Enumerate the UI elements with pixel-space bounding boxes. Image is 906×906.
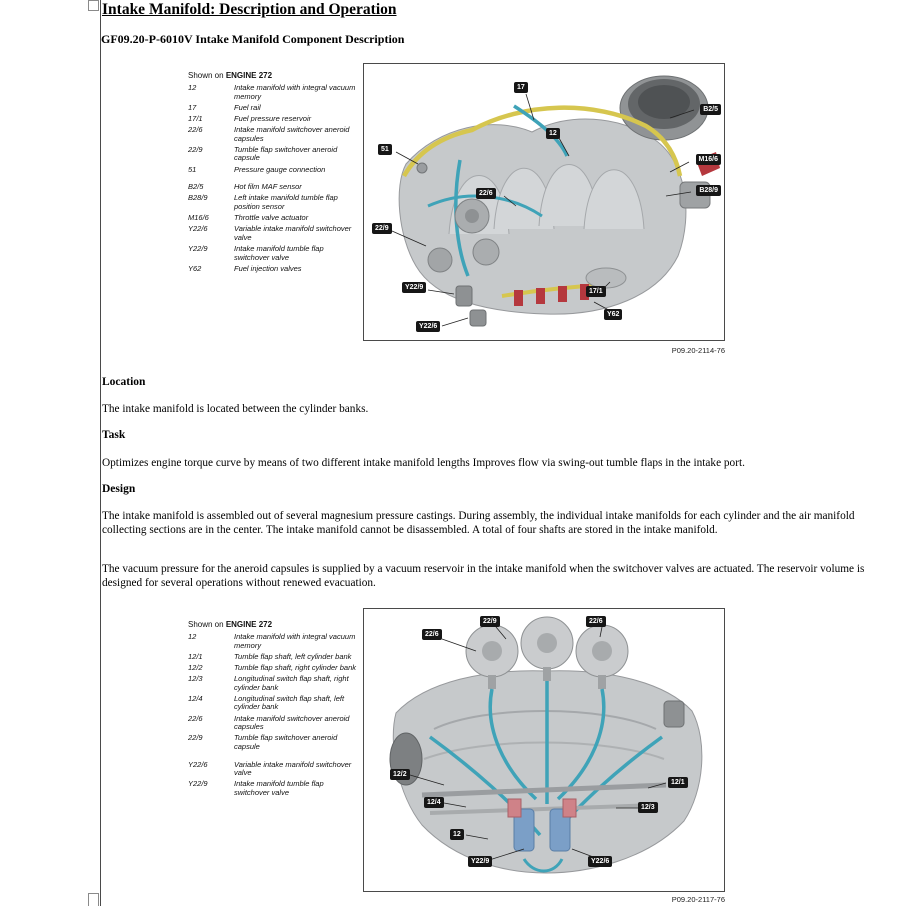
legend-desc: Fuel pressure reservoir xyxy=(234,113,312,123)
page-title: Intake Manifold: Description and Operation xyxy=(102,1,397,18)
legend-code: 51 xyxy=(188,164,197,174)
paragraph-location: The intake manifold is located between the cylinder banks. xyxy=(102,403,369,415)
section-heading-task: Task xyxy=(102,429,126,441)
legend-heading-engine: ENGINE 272 xyxy=(225,71,273,80)
page-margin-marker-top xyxy=(88,0,99,11)
legend-row xyxy=(188,780,358,797)
figure-2-legend xyxy=(188,620,358,800)
legend-code: 12/4 xyxy=(188,693,203,703)
figure-2 xyxy=(102,608,890,906)
callout-chip-12: 12 xyxy=(546,128,560,139)
callout-chip-12-1: 12/1 xyxy=(668,777,688,788)
legend-code: 22/6 xyxy=(188,713,203,723)
callout-chip-17: 17 xyxy=(514,82,528,93)
callout-chip-b28-9: B28/9 xyxy=(696,185,721,196)
legend-row xyxy=(188,166,358,175)
callout-chip-y22-6: Y22/6 xyxy=(416,321,440,332)
legend-heading-engine: ENGINE 272 xyxy=(225,620,273,629)
legend-row xyxy=(188,265,358,274)
intake-manifold-diagram-front-view xyxy=(364,609,724,891)
legend-desc: Tumble flap shaft, left cylinder bank xyxy=(234,651,352,661)
intake-manifold-diagram-top-view xyxy=(364,64,724,340)
legend-row xyxy=(188,183,358,192)
legend-desc: Fuel injection valves xyxy=(234,263,302,273)
callout-chip-22-6: 22/6 xyxy=(476,188,496,199)
legend-row xyxy=(188,126,358,143)
legend-desc: Intake manifold with integral vacuum memory xyxy=(234,83,356,101)
legend-heading-prefix: Shown on xyxy=(188,620,226,629)
legend-desc: Left intake manifold tumble flap position sensor xyxy=(234,193,338,211)
legend-code: 12/3 xyxy=(188,674,203,683)
callout-chip-12-2: 12/2 xyxy=(390,769,410,780)
legend-row xyxy=(188,225,358,242)
legend-code: 12 xyxy=(188,632,197,641)
callout-chip-y22-6: Y22/6 xyxy=(588,856,612,867)
legend-row xyxy=(188,115,358,124)
legend-desc: Fuel rail xyxy=(234,102,261,112)
legend-row xyxy=(188,761,358,778)
legend-heading xyxy=(188,620,358,629)
legend-row xyxy=(188,715,358,732)
legend-row xyxy=(188,653,358,662)
legend-desc: Variable intake manifold switchover valve xyxy=(234,759,352,778)
legend-row xyxy=(188,84,358,101)
paragraph-design-1: The intake manifold is assembled out of several magnesium pressure castings. During assembly, the individual intake manifolds for each cylinder and the air manifold collecting sections are in the center. The intake manifold cannot be disassembled. A total of four shafts are stored in the intake manifold. xyxy=(102,510,855,536)
legend-desc: Hot film MAF sensor xyxy=(234,182,302,192)
legend-desc: Tumble flap switchover aneroid capsule xyxy=(234,733,338,751)
legend-row xyxy=(188,675,358,692)
figure-2-image xyxy=(363,608,725,892)
paragraph-task: Optimizes engine torque curve by means of two different intake manifold lengths Improves flow via swing-out tumble flaps in the intake port. xyxy=(102,457,745,469)
callout-chip-y62: Y62 xyxy=(604,309,622,320)
figure-1-image xyxy=(363,63,725,341)
legend-row xyxy=(188,146,358,163)
legend-heading-prefix: Shown on xyxy=(188,71,226,80)
callout-chip-y22-9: Y22/9 xyxy=(468,856,492,867)
figure-1 xyxy=(102,63,890,363)
callout-chip-22-9: 22/9 xyxy=(372,223,392,234)
callout-chip-12-3: 12/3 xyxy=(638,802,658,813)
callout-chip-12: 12 xyxy=(450,829,464,840)
legend-desc: Tumble flap shaft, right cylinder bank xyxy=(234,662,357,672)
legend-desc: Intake manifold tumble flap switchover valve xyxy=(234,243,324,262)
legend-desc: Pressure gauge connection xyxy=(234,164,326,174)
legend-code: Y22/9 xyxy=(188,243,208,253)
legend-row xyxy=(188,194,358,211)
callout-chip-y22-9: Y22/9 xyxy=(402,282,426,293)
callout-chip-12-4: 12/4 xyxy=(424,797,444,808)
legend-code: 22/6 xyxy=(188,125,203,134)
legend-code: Y62 xyxy=(188,263,202,273)
legend-row xyxy=(188,734,358,751)
document-code-subtitle: GF09.20-P-6010V Intake Manifold Component Description xyxy=(101,32,405,46)
callout-chip-51: 51 xyxy=(378,144,392,155)
figure-caption: P09.20-2114-76 xyxy=(671,346,725,355)
legend-code: 17/1 xyxy=(188,113,203,123)
legend-code: 12 xyxy=(188,83,197,92)
legend-desc: Throttle valve actuator xyxy=(234,213,309,222)
section-heading-location: Location xyxy=(102,376,146,388)
legend-heading xyxy=(188,71,358,80)
legend-code: B28/9 xyxy=(188,193,208,203)
legend-code: 12/1 xyxy=(188,651,203,661)
legend-desc: Intake manifold with integral vacuum memory xyxy=(234,632,356,650)
legend-row xyxy=(188,104,358,113)
page-left-border xyxy=(100,0,101,906)
callout-chip-b2-5: B2/5 xyxy=(700,104,721,115)
figure-caption: P09.20-2117-76 xyxy=(671,895,725,904)
page-margin-marker-bottom xyxy=(88,893,99,906)
legend-desc: Longitudinal switch flap shaft, left cylinder bank xyxy=(234,693,345,712)
legend-code: Y22/6 xyxy=(188,759,208,769)
legend-code: 12/2 xyxy=(188,662,203,672)
legend-desc: Intake manifold tumble flap switchover valve xyxy=(234,779,324,797)
legend-desc: Intake manifold switchover aneroid capsules xyxy=(234,713,350,732)
legend-row xyxy=(188,245,358,262)
section-heading-design: Design xyxy=(102,483,136,495)
callout-chip-22-6-left: 22/6 xyxy=(422,629,442,640)
callout-chip-22-6-right: 22/6 xyxy=(586,616,606,627)
legend-code: Y22/9 xyxy=(188,779,208,789)
legend-row xyxy=(188,633,358,650)
legend-code: 22/9 xyxy=(188,733,203,743)
callout-chip-m16-6: M16/6 xyxy=(696,154,721,165)
legend-code: B2/5 xyxy=(188,182,204,192)
callout-chip-17-1: 17/1 xyxy=(586,286,606,297)
legend-code: Y22/6 xyxy=(188,224,208,234)
legend-code: 22/9 xyxy=(188,144,203,154)
legend-desc: Longitudinal switch flap shaft, right cylinder bank xyxy=(234,674,349,692)
legend-code: M16/6 xyxy=(188,213,209,222)
legend-code: 17 xyxy=(188,102,197,112)
legend-desc: Variable intake manifold switchover valve xyxy=(234,224,352,242)
figure-1-legend xyxy=(188,71,358,276)
legend-row xyxy=(188,695,358,712)
callout-chip-22-9-top: 22/9 xyxy=(480,616,500,627)
legend-row xyxy=(188,664,358,673)
legend-desc: Intake manifold switchover aneroid capsules xyxy=(234,125,350,143)
legend-row xyxy=(188,214,358,223)
legend-desc: Tumble flap switchover aneroid capsule xyxy=(234,144,338,163)
paragraph-design-2: The vacuum pressure for the aneroid capsules is supplied by a vacuum reservoir in the intake manifold when the switchover valves are actuated. The reservoir volume is designed for several operations without renewed evacuation. xyxy=(102,563,865,589)
